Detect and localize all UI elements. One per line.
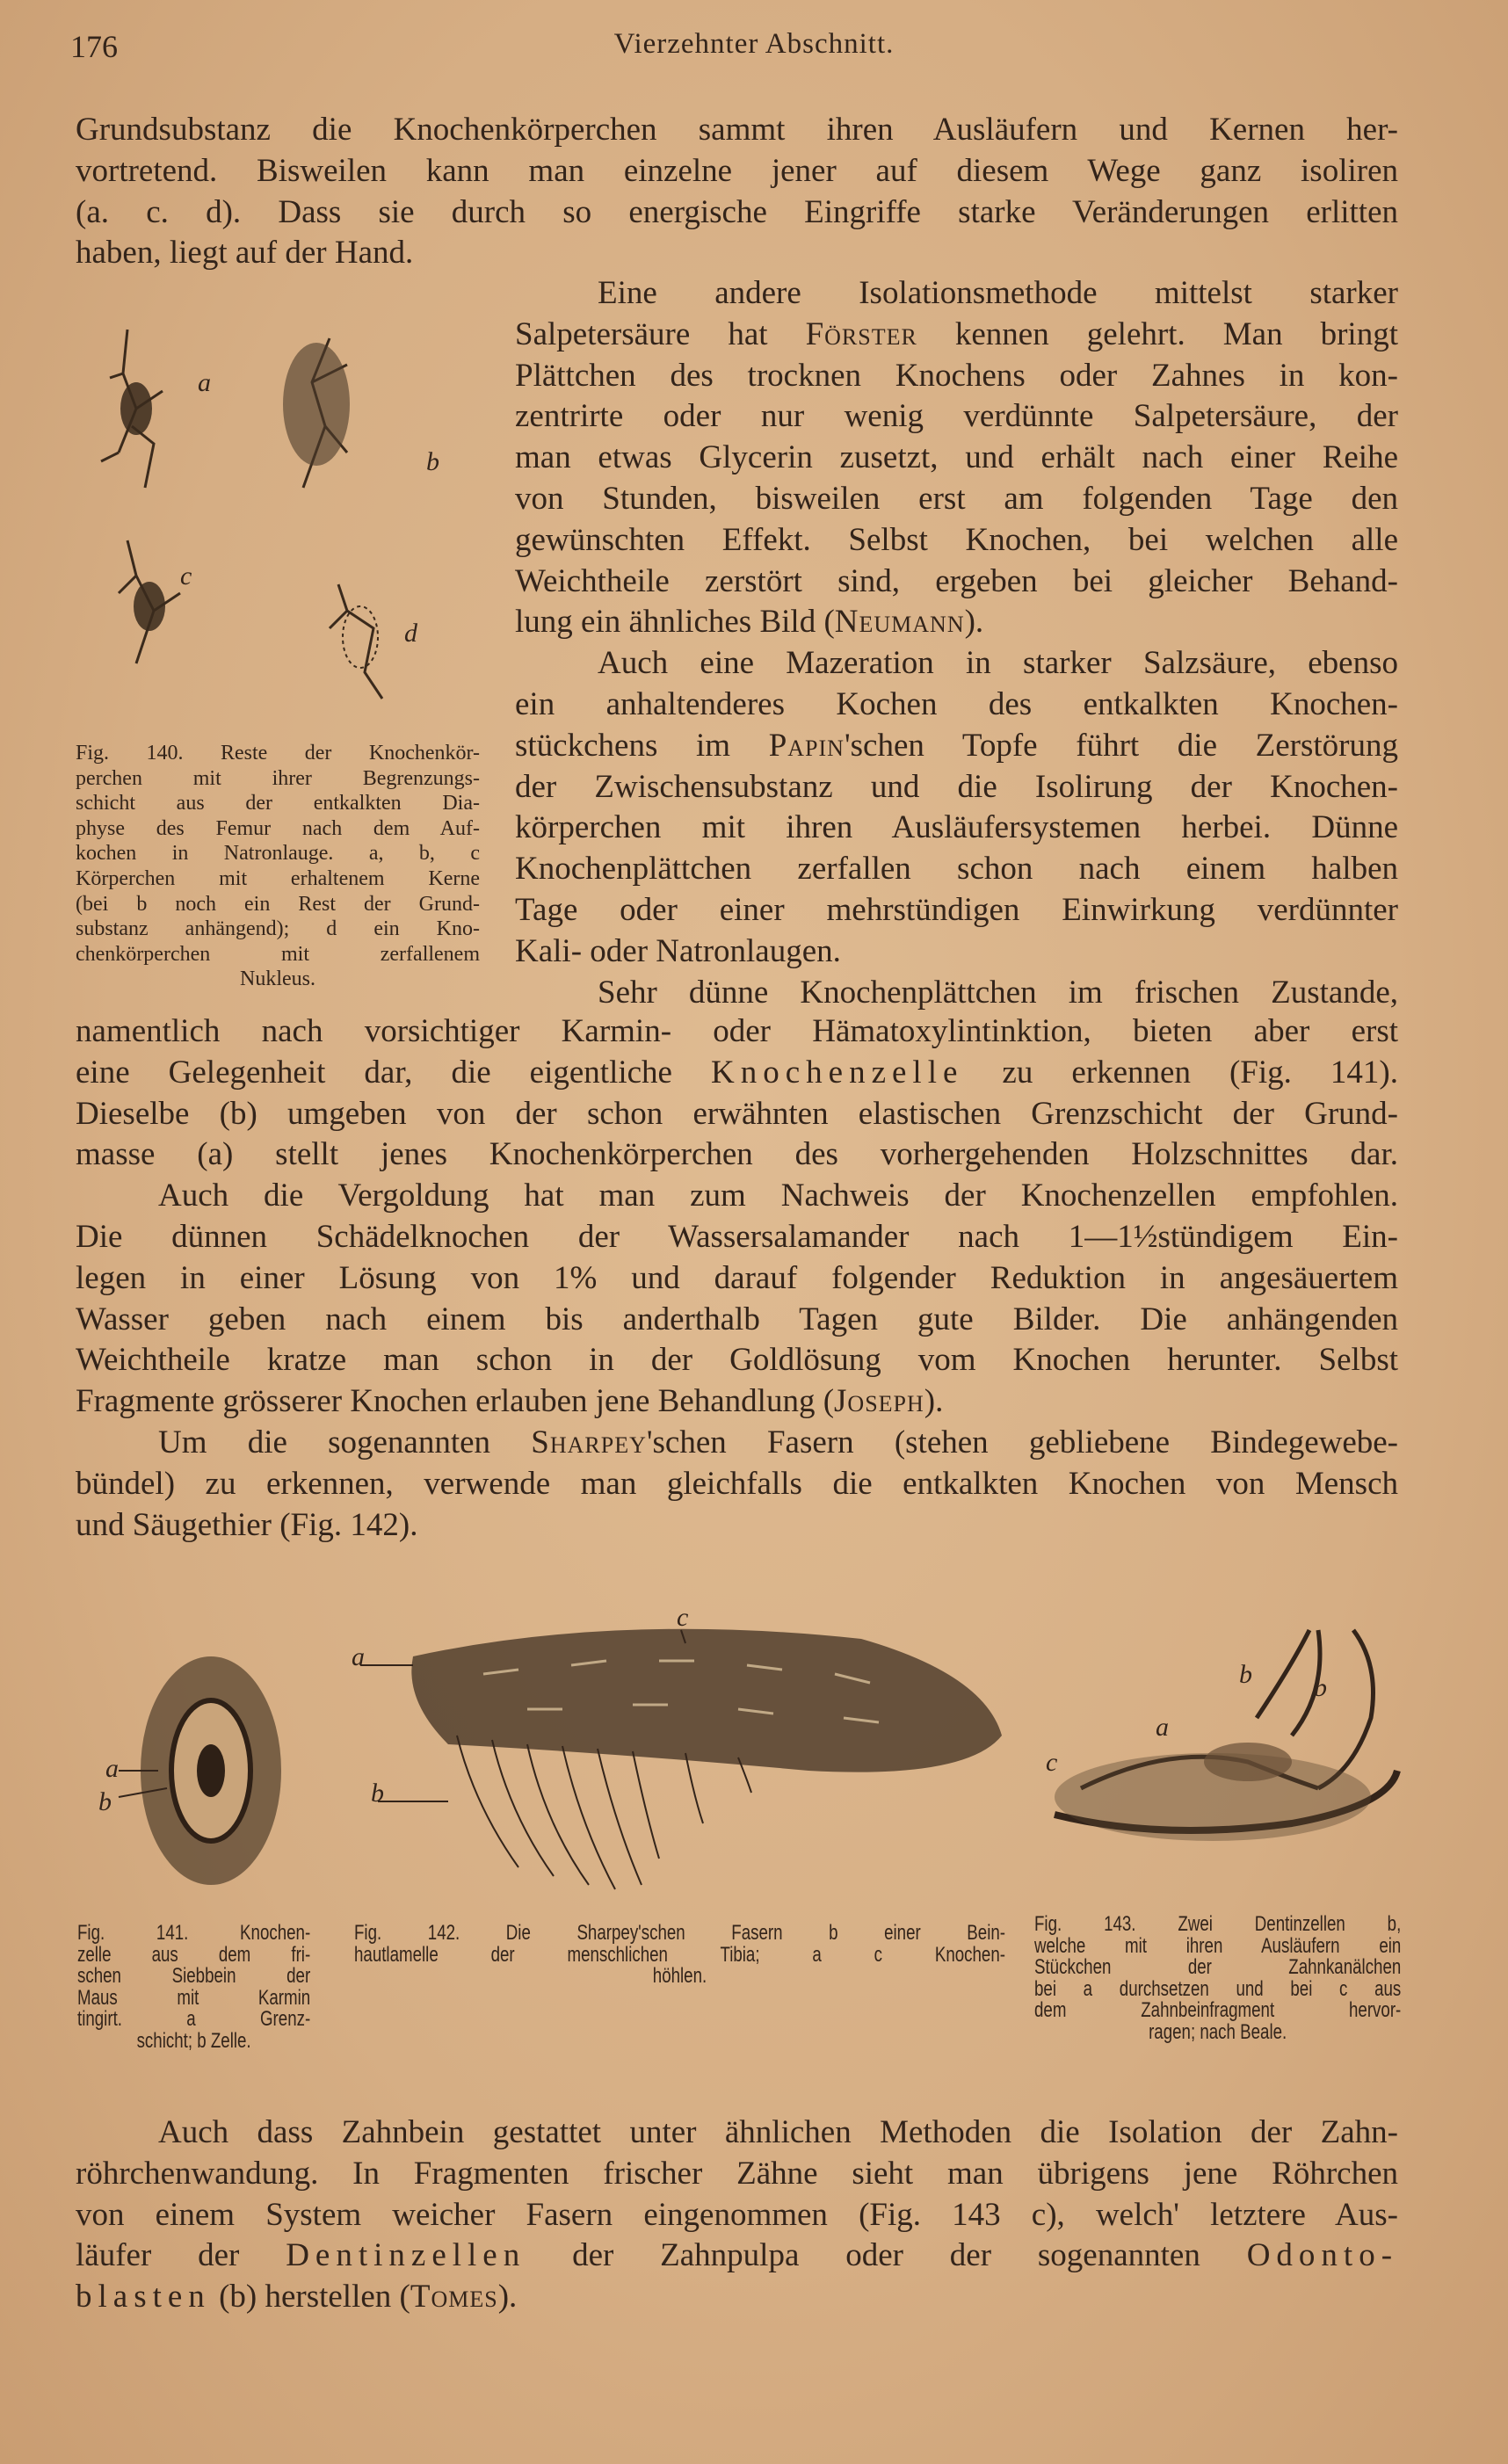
- caption-line: Stückchen der Zahnkanälchen: [1034, 1957, 1402, 1979]
- text: stückchens im: [515, 727, 769, 764]
- caption-line: dem Zahnbeinfragment hervor-: [1034, 2000, 1402, 2022]
- text-line: vortretend. Bisweilen kann man einzelne jener auf diesem Wege ganz isoliren: [76, 152, 1398, 189]
- text: ).: [497, 2279, 518, 2315]
- figure-140: [83, 312, 479, 725]
- text-line: Auch eine Mazeration in starker Salzsäure, ebenso: [598, 645, 1398, 682]
- text: läufer der: [76, 2237, 286, 2274]
- caption-line: kochen in Natronlauge. a, b, c: [76, 842, 480, 866]
- text-line: Auch dass Zahnbein gestattet unter ähnlichen Methoden die Isolation der Zahn-: [158, 2114, 1398, 2150]
- text-line: der Zwischensubstanz und die Isolirung der Knochen-: [515, 768, 1398, 805]
- text-line: röhrchenwandung. In Fragmenten frischer Zähne sieht man übrigens jene Röhrchen: [76, 2155, 1398, 2192]
- label-a: a: [352, 1642, 365, 1671]
- text: 'schen Topfe führt die Zerstörung: [844, 727, 1398, 764]
- caption-line: Fig. 143. Zwei Dentinzellen b,: [1034, 1914, 1402, 1936]
- bone-cell-d: [330, 584, 382, 699]
- caption-line: schen Siebbein der: [77, 1966, 311, 1988]
- author-name: Tomes: [410, 2279, 498, 2315]
- text-line: ein anhaltenderes Kochen des entkalkten Knochen-: [515, 685, 1398, 722]
- caption-line: schicht; b Zelle.: [136, 2028, 251, 2053]
- figure-142: [352, 1604, 1011, 1902]
- caption-line: perchen mit ihrer Begrenzungs-: [76, 766, 480, 790]
- caption-line: tingirt. a Grenz-: [77, 2009, 311, 2031]
- text: Fragmente grösserer Knochen erlauben jene Behandlung (: [76, 1383, 835, 1420]
- text-line: (a. c. d). Dass sie durch so energische Eingriffe starke Veränderungen erlitten: [76, 193, 1398, 230]
- author-name: Joseph: [834, 1383, 924, 1420]
- label-b-2: b: [1314, 1673, 1327, 1702]
- caption-line: welche mit ihren Ausläufern ein: [1034, 1935, 1402, 1958]
- text: ).: [964, 604, 984, 641]
- caption-line: Maus mit Karmin: [77, 1987, 311, 2010]
- label-a: a: [105, 1754, 119, 1783]
- label-c: c: [677, 1604, 689, 1632]
- caption-line: physe des Femur nach dem Auf-: [76, 816, 480, 840]
- text-line: Wasser geben nach einem bis anderthalb Tagen gute Bilder. Die anhängenden: [76, 1301, 1398, 1337]
- text-line: Knochenplättchen zerfallen schon nach einem halben: [515, 851, 1398, 888]
- text: eine Gelegenheit dar, die eigentliche: [76, 1054, 711, 1091]
- text-line: legen in einer Lösung von 1% und darauf folgender Reduktion in angesäuertem: [76, 1259, 1398, 1296]
- text-line: [76, 2277, 1398, 2318]
- text: kennen gelehrt. Man bringt: [917, 315, 1398, 352]
- figure-141: [88, 1643, 299, 1898]
- text-line: Grundsubstanz die Knochenkörperchen sammt ihren Ausläufern und Kernen her-: [76, 112, 1398, 148]
- emphasized-term: Dentinzellen: [286, 2237, 526, 2274]
- text-line: zentrirte oder nur wenig verdünnte Salpetersäure, der: [515, 398, 1398, 435]
- figure-140-caption: [76, 741, 480, 992]
- emphasized-term: blasten: [76, 2279, 211, 2315]
- label-a: a: [198, 368, 211, 397]
- text-line: Sehr dünne Knochenplättchen im frischen Zustande,: [598, 974, 1398, 1011]
- text-line: und Säugethier (Fig. 142).: [76, 1506, 418, 1543]
- caption-line: zelle aus dem fri-: [77, 1944, 311, 1967]
- label-b: b: [426, 447, 439, 476]
- paragraph-3: [76, 1011, 1398, 1546]
- text-line: von einem System weicher Fasern eingenommen (Fig. 143 c), welch' letztere Aus-: [76, 2196, 1398, 2233]
- text-line: namentlich nach vorsichtiger Karmin- oder Hämatoxylintinktion, bieten aber erst: [76, 1013, 1398, 1049]
- text-line: Weichtheile kratze man schon in der Goldlösung vom Knochen herunter. Selbst: [76, 1342, 1398, 1379]
- label-b: b: [371, 1779, 384, 1808]
- paragraph-1: [76, 110, 1398, 274]
- caption-line: Körperchen mit erhaltenem Kerne: [76, 866, 480, 890]
- text-line: gewünschten Effekt. Selbst Knochen, bei welchen alle: [515, 521, 1398, 558]
- caption-line: Fig. 140. Reste der Knochenkör-: [76, 742, 480, 765]
- text-line: Kali- oder Natronlaugen.: [515, 932, 841, 969]
- text-line: Die dünnen Schädelknochen der Wassersalamander nach 1—1½stündigem Ein-: [76, 1218, 1398, 1255]
- caption-line: schicht aus der entkalkten Dia-: [76, 792, 480, 815]
- caption-line: Fig. 141. Knochen-: [77, 1923, 311, 1945]
- text: 'schen Fasern (stehen gebliebene Bindegewebe-: [646, 1424, 1398, 1460]
- caption-line: hautlamelle der menschlichen Tibia; a c Knochen-: [354, 1944, 1005, 1967]
- paragraph-2: [515, 273, 1398, 1013]
- text-line: [76, 2236, 1398, 2277]
- text-line: Auch die Vergoldung hat man zum Nachweis der Knochenzellen empfohlen.: [158, 1178, 1398, 1214]
- text-line: [76, 1053, 1398, 1094]
- text-line: masse (a) stellt jenes Knochenkörperchen des vorhergehenden Holzschnittes dar.: [76, 1136, 1398, 1173]
- emphasized-term: Odonto-: [1246, 2237, 1398, 2274]
- author-name: Förster: [805, 315, 917, 352]
- caption-line: substanz anhängend); d ein Kno-: [76, 917, 480, 941]
- text-line: bündel) zu erkennen, verwende man gleichfalls die entkalkten Knochen von Mensch: [76, 1465, 1398, 1502]
- figure-143-caption: [1034, 1914, 1401, 2044]
- caption-line: Fig. 142. Die Sharpey'schen Fasern b einer Bein-: [354, 1923, 1005, 1945]
- caption-line: Nukleus.: [240, 967, 315, 991]
- label-b: b: [1239, 1660, 1252, 1689]
- figure-141-caption: [77, 1923, 310, 2053]
- label-d: d: [404, 619, 417, 648]
- text: lung ein ähnliches Bild (: [515, 604, 835, 641]
- author-name: Papin: [768, 727, 845, 764]
- caption-line: chenkörperchen mit zerfallenem: [76, 942, 480, 966]
- label-c: c: [180, 562, 192, 591]
- text-line: Dieselbe (b) umgeben von der schon erwähnten elastischen Grenzschicht der Grund-: [76, 1095, 1398, 1132]
- text-line: haben, liegt auf der Hand.: [76, 235, 414, 272]
- text: Um die sogenannten: [158, 1424, 532, 1460]
- text-line: Tage oder einer mehrstündigen Einwirkung verdünnter: [515, 891, 1398, 928]
- caption-line: höhlen.: [652, 1964, 707, 1989]
- text: ).: [924, 1383, 944, 1420]
- label-b: b: [98, 1787, 112, 1816]
- text: der Zahnpulpa oder der sogenannten: [526, 2237, 1247, 2274]
- text: (b) herstellen (: [210, 2279, 410, 2315]
- running-title: Vierzehnter Abschnitt.: [613, 28, 895, 60]
- text-line: Weichtheile zerstört sind, ergeben bei gleicher Behand-: [515, 562, 1398, 599]
- paragraph-4: [76, 2113, 1398, 2318]
- text-line: [76, 1381, 1398, 1423]
- text-line: von Stunden, bisweilen erst am folgenden Tage den: [515, 480, 1398, 517]
- label-a: a: [1156, 1713, 1169, 1742]
- text-line: man etwas Glycerin zusetzt, und erhält nach einer Reihe: [515, 439, 1398, 476]
- text: zu erkennen (Fig. 141).: [963, 1054, 1398, 1091]
- text-line: [515, 726, 1398, 767]
- author-name: Sharpey: [531, 1424, 647, 1460]
- text: Salpetersäure hat: [515, 315, 806, 352]
- page-number: 176: [70, 29, 118, 64]
- text-line: Eine andere Isolationsmethode mittelst starker: [598, 275, 1398, 311]
- caption-line: (bei b noch ein Rest der Grund-: [76, 892, 480, 916]
- caption-line: ragen; nach Beale.: [1149, 2019, 1287, 2044]
- emphasized-term: Knochenzelle: [711, 1054, 964, 1091]
- text-line: [76, 1423, 1398, 1464]
- figure-143: [1028, 1612, 1424, 1859]
- text-line: [515, 315, 1398, 356]
- text-line: körperchen mit ihren Ausläufersystemen herbei. Dünne: [515, 809, 1398, 846]
- figure-142-caption: [354, 1923, 1005, 1988]
- text-line: [515, 602, 1398, 643]
- text-line: Plättchen des trocknen Knochens oder Zahnes in kon-: [515, 357, 1398, 394]
- author-name: Neumann: [834, 604, 965, 641]
- label-c: c: [1046, 1748, 1058, 1777]
- caption-line: bei a durchsetzen und bei c aus: [1034, 1978, 1402, 2001]
